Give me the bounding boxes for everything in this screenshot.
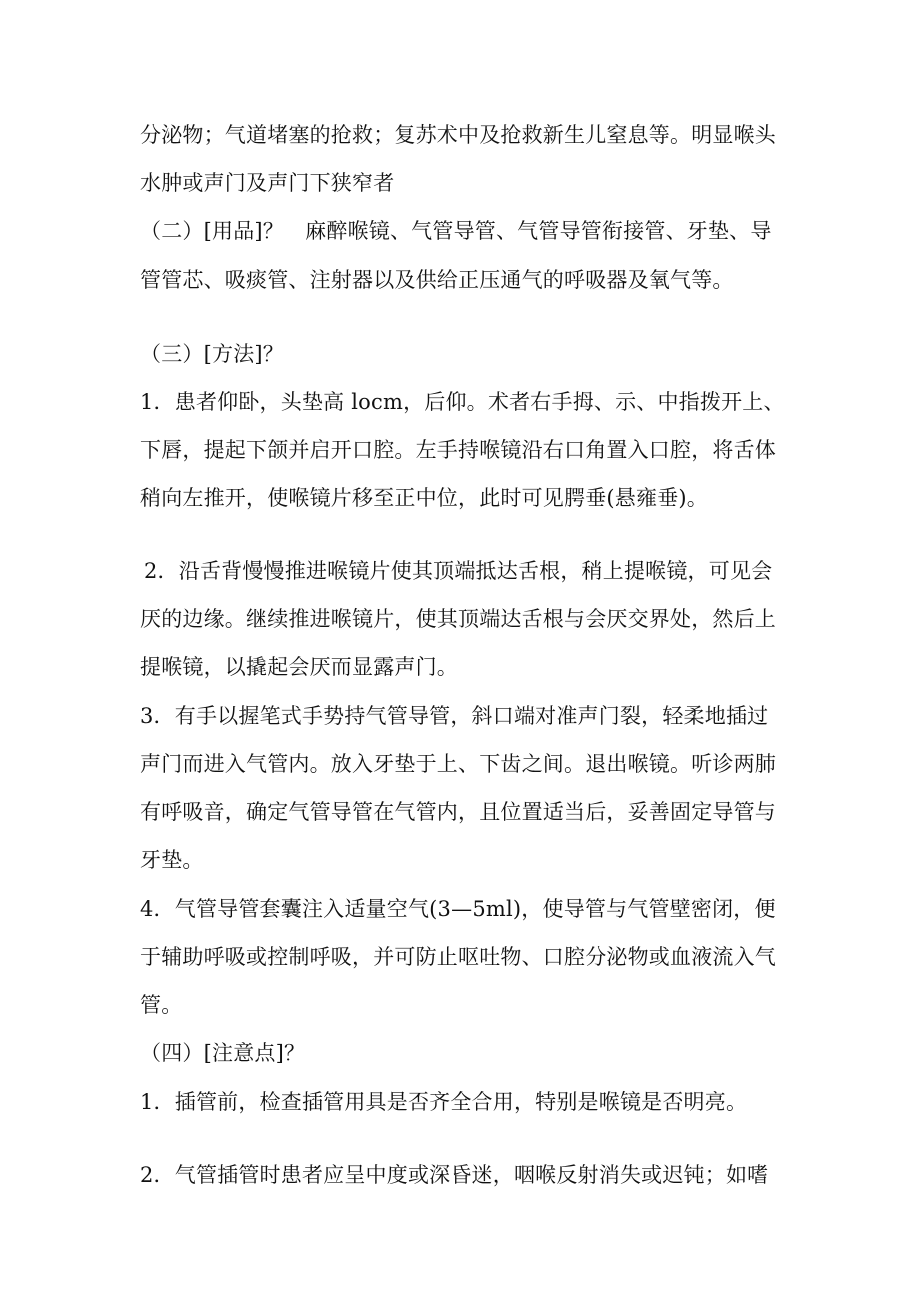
- section-heading-supplies: （二）[用品]？ 麻醉喉镜、气管导管、气管导管衔接管、牙垫、导: [140, 219, 772, 243]
- text-line: 有呼吸音，确定气管导管在气管内，且位置适当后，妥善固定导管与: [140, 800, 776, 824]
- step-2-line: 2．沿舌背慢慢推进喉镜片使其顶端抵达舌根，稍上提喉镜，可见会: [144, 559, 773, 583]
- step-3-line: 3．有手以握笔式手势持气管导管，斜口端对准声门裂，轻柔地插过: [140, 704, 769, 728]
- step-4-line: 4．气管导管套囊注入适量空气(3—5ml)，使导管与气管壁密闭，便: [140, 897, 776, 921]
- text-line: 管管芯、吸痰管、注射器以及供给正压通气的呼吸器及氧气等。: [140, 268, 734, 292]
- text-line: 牙垫。: [140, 848, 204, 872]
- section-heading-method: （三）[方法]？: [140, 342, 284, 366]
- text-line: 水肿或声门及声门下狭窄者: [140, 171, 395, 195]
- step-1-line: 1．患者仰卧，头垫高 locm，后仰。术者右手拇、示、中指拨开上、: [140, 390, 785, 414]
- text-line: 管。: [140, 993, 183, 1017]
- note-1-line: 1．插管前，检查插管用具是否齐全合用，特别是喉镜是否明亮。: [140, 1090, 748, 1114]
- text-line: 下唇，提起下颌并启开口腔。左手持喉镜沿右口角置入口腔，将舌体: [140, 438, 776, 462]
- text-line: 于辅助呼吸或控制呼吸，并可防止呕吐物、口腔分泌物或血液流入气: [140, 945, 776, 969]
- note-2-line: 2．气管插管时患者应呈中度或深昏迷，咽喉反射消失或迟钝；如嗜: [140, 1163, 769, 1187]
- text-line: 稍向左推开，使喉镜片移至正中位，此时可见腭垂(悬雍垂)。: [140, 486, 708, 510]
- text-line: 声门而进入气管内。放入牙垫于上、下齿之间。退出喉镜。听诊两肺: [140, 752, 776, 776]
- text-line: 厌的边缘。继续推进喉镜片，使其顶端达舌根与会厌交界处，然后上: [140, 607, 776, 631]
- section-heading-notes: （四）[注意点]？: [140, 1041, 306, 1065]
- text-line: 提喉镜，以撬起会厌而显露声门。: [140, 655, 458, 679]
- text-line: 分泌物；气道堵塞的抢救；复苏术中及抢救新生儿窒息等。明显喉头: [140, 123, 776, 147]
